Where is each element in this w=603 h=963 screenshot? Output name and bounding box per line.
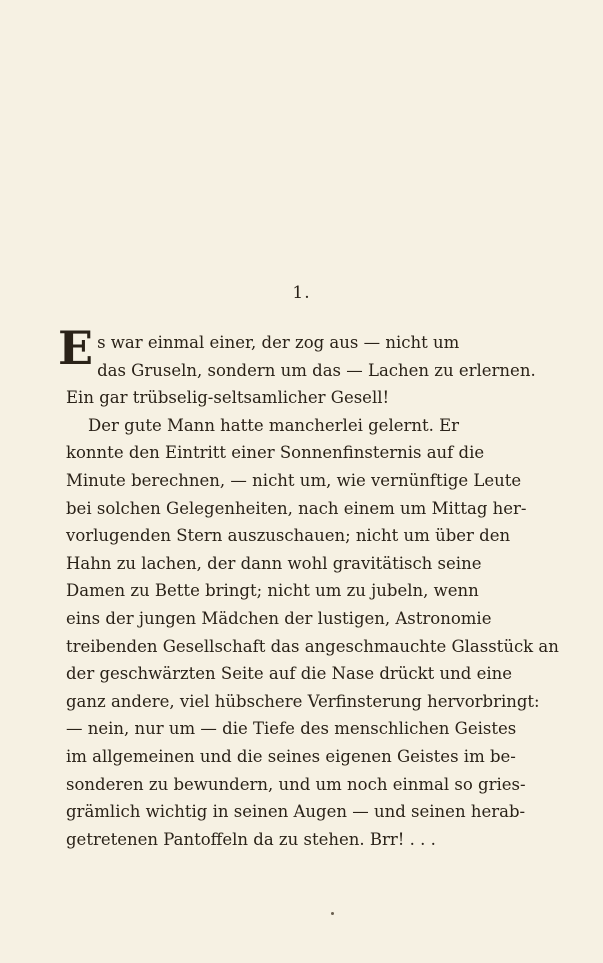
text-line: getretenen Pantoffeln da zu stehen. Brr! . . . (66, 829, 436, 849)
text-line: das Gruseln, sondern um das — Lachen zu erlernen. (97, 360, 536, 380)
text-line: Der gute Mann hatte mancherlei gelernt. Er (88, 415, 460, 435)
text-line: im allgemeinen und die seines eigenen Geistes im be- (66, 746, 516, 766)
page-mark (331, 912, 334, 915)
text-line: Damen zu Bette bringt; nicht um zu jubeln, wenn (66, 581, 479, 601)
text-line: Es war einmal einer, der zog aus — nicht um (58, 321, 460, 375)
text-line: sonderen zu bewundern, und um noch einmal so gries- (66, 774, 526, 794)
text-line: — nein, nur um — die Tiefe des menschlichen Geistes (66, 719, 517, 739)
text-line: konnte den Eintritt einer Sonnenfinsternis auf die (66, 443, 485, 463)
body-text (58, 321, 559, 853)
drop-cap: E (58, 321, 94, 375)
text-line: Ein gar trübselig-seltsamlicher Gesell! (66, 388, 390, 408)
text-line: ganz andere, viel hübschere Verfinsterung hervorbringt: (66, 691, 540, 711)
text-line: vorlugenden Stern auszuschauen; nicht um über den (66, 526, 511, 546)
chapter-number: 1. (292, 283, 311, 303)
text-line: Hahn zu lachen, der dann wohl gravitätisch seine (66, 553, 482, 573)
text-line: Minute berechnen, — nicht um, wie vernünftige Leute (66, 470, 522, 490)
text-line: bei solchen Gelegenheiten, nach einem um Mittag her- (66, 498, 527, 518)
text-line: grämlich wichtig in seinen Augen — und seinen herab- (66, 802, 526, 822)
text-line: der geschwärzten Seite auf die Nase drückt und eine (66, 664, 513, 684)
text-line: eins der jungen Mädchen der lustigen, Astronomie (66, 608, 492, 628)
text-line: treibenden Gesellschaft das angeschmauchte Glasstück an (66, 636, 559, 656)
